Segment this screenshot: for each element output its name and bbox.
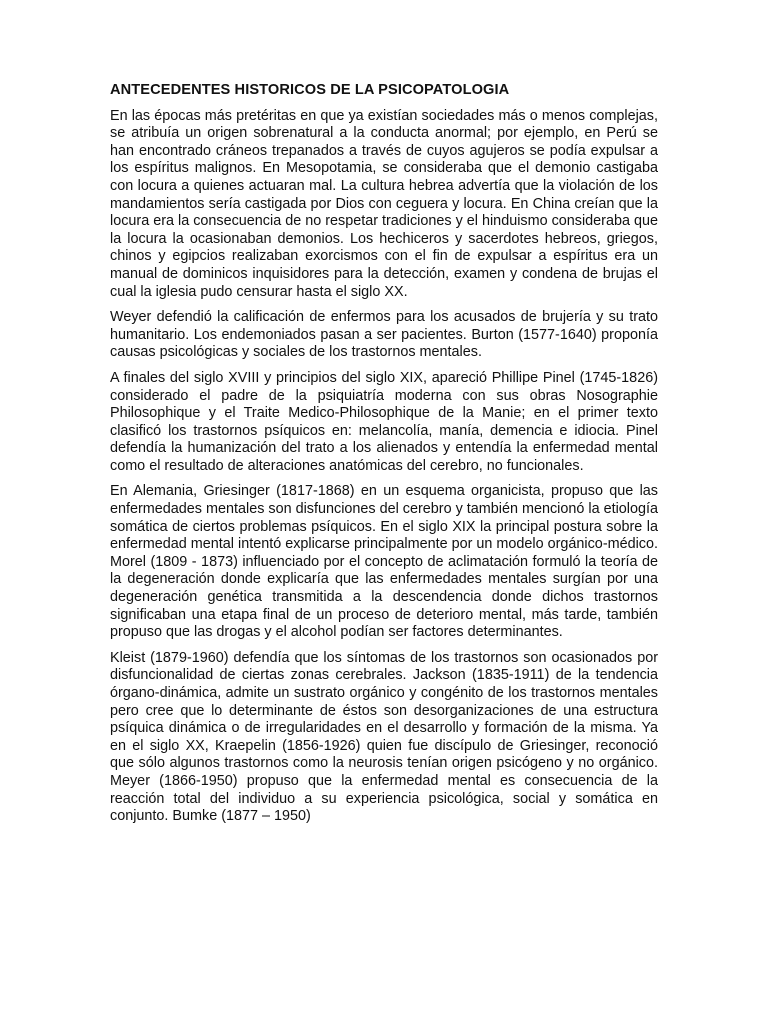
paragraph-origins: En las épocas más pretéritas en que ya existían sociedades más o menos complejas, se atribuía un origen sobrenatural a la conducta anormal; por ejemplo, en Perú se han encontrado cráneos trepanados a través de cuyos agujeros se podía expulsar a los espíritus malignos. En Mesopotamia, se consideraba que el demonio castigaba con locura a quienes actuaran mal. La cultura hebrea advertía que la violación de los mandamientos sería castigada por Dios con ceguera y locura. En China creían que la locura era la consecuencia de no respetar tradiciones y el hinduismo consideraba que la locura la ocasionaban demonios. Los hechiceros y sacerdotes hebreos, griegos, chinos y egipcios realizaban exorcismos con el fin de expulsar a espíritus era un manual de dominicos inquisidores para la detección, examen y condena de brujas el cual la iglesia pudo censurar hasta el siglo XX.	[110, 107, 658, 300]
document-title: ANTECEDENTES HISTORICOS DE LA PSICOPATOLOGIA	[110, 82, 510, 98]
paragraph-pinel: A finales del siglo XVIII y principios del siglo XIX, apareció Phillipe Pinel (1745-1826) considerado el padre de la psiquiatría moderna con sus obras Nosographie Philosophique y el Traite Medico-Philosophique de la Manie; en el primer texto clasificó los trastornos psíquicos en: melancolía, manía, demencia e idiocia. Pinel defendía la humanización del trato a los alienados y entendía la enfermedad mental como el resultado de alteraciones anatómicas del cerebro, no funcionales.	[110, 369, 658, 474]
paragraph-kleist: Kleist (1879-1960) defendía que los síntomas de los trastornos son ocasionados por disfuncionalidad de ciertas zonas cerebrales. Jackson (1835-1911) de la tendencia órgano-dinámica, admite un sustrato orgánico y congénito de los trastornos mentales pero cree que lo determinante de éstos son desorganizaciones de una estructura psíquica dinámica o de irregularidades en el desarrollo y formación de la misma. Ya en el siglo XX, Kraepelin (1856-1926) quien fue discípulo de Griesinger, reconoció que sólo algunos trastornos como la neurosis tenían origen psicógeno y no orgánico. Meyer (1866-1950) propuso que la enfermedad mental es consecuencia de la reacción total del individuo a su experiencia psicológica, social y somática en conjunto. Bumke (1877 – 1950)	[110, 649, 658, 825]
paragraph-weyer: Weyer defendió la calificación de enfermos para los acusados de brujería y su trato humanitario. Los endemoniados pasan a ser pacientes. Burton (1577-1640) proponía causas psicológicas y sociales de los trastornos mentales.	[110, 309, 658, 361]
document-page	[110, 82, 658, 834]
paragraph-griesinger: En Alemania, Griesinger (1817-1868) en un esquema organicista, propuso que las enfermedades mentales son disfunciones del cerebro y también mencionó la etiología somática de ciertos problemas psíquicos. En el siglo XIX la principal postura sobre la enfermedad mental intentó explicarse principalmente por un modelo orgánico-médico. Morel (1809 - 1873) influenciado por el concepto de aclimatación formuló la teoría de la degeneración donde explicaría que las enfermedades mentales surgían por una degeneración genética transmitida a la descendencia donde dichos trastornos significaban una etapa final de un proceso de deterioro mental, más tarde, también propuso que las drogas y el alcohol podían ser factores determinantes.	[110, 483, 658, 641]
